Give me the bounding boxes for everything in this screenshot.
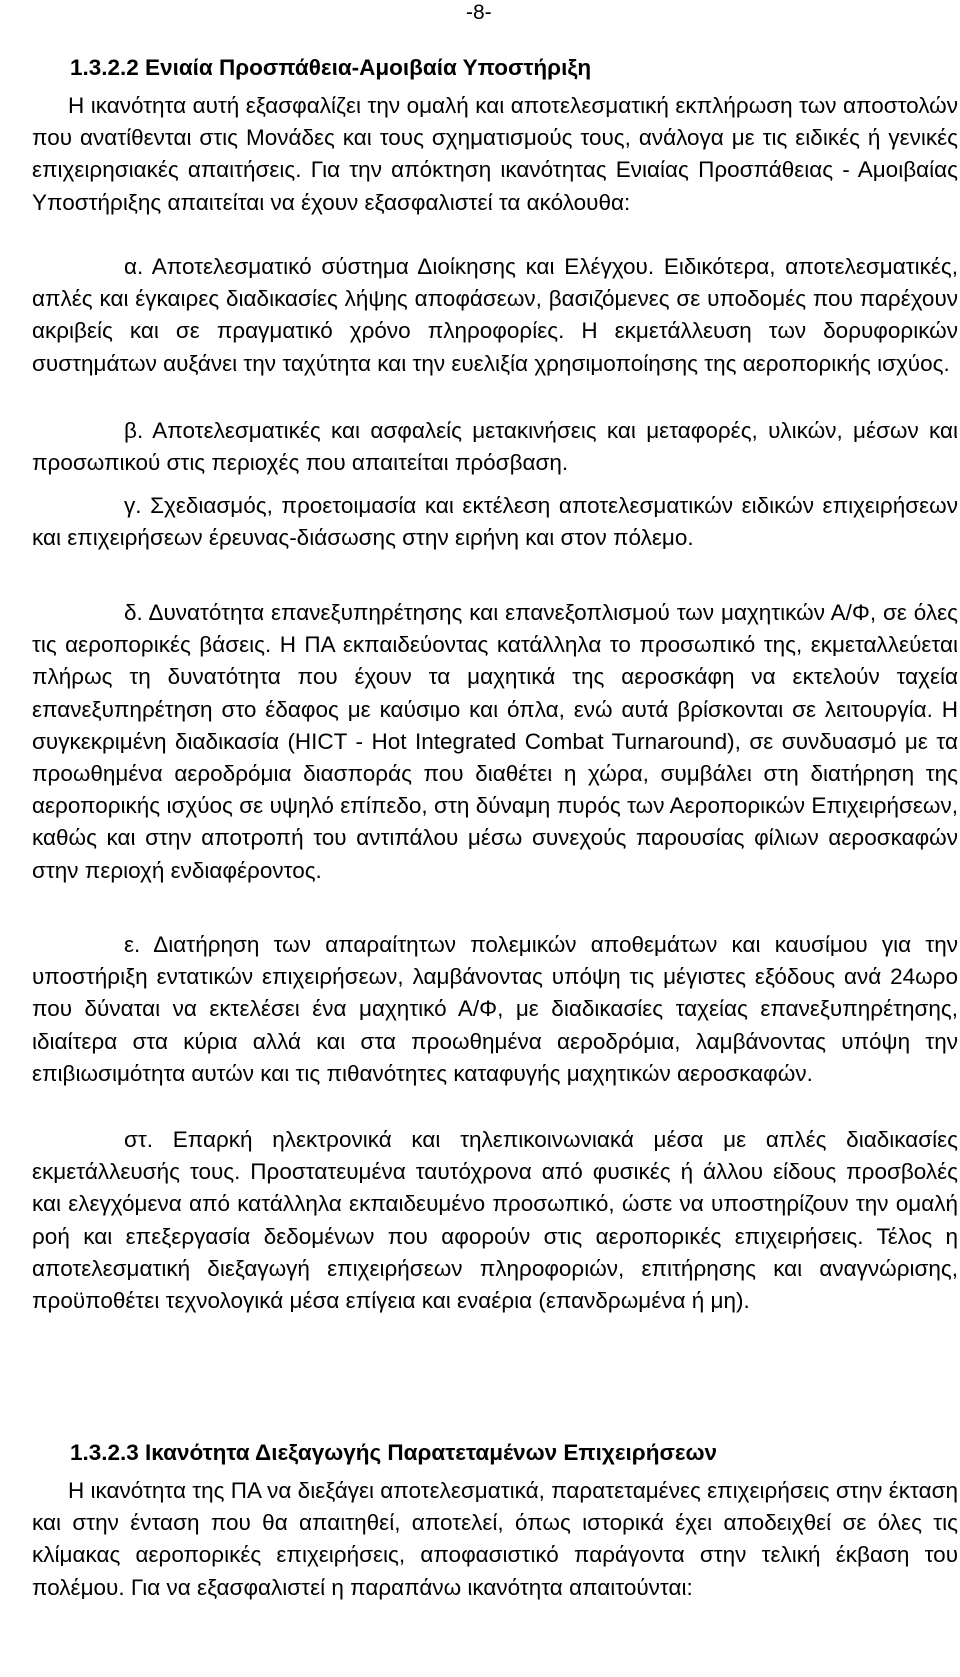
list-item-beta xyxy=(32,415,958,479)
list-item-alpha xyxy=(32,251,958,380)
list-item-stigma xyxy=(32,1124,958,1317)
list-item-text: Αποτελεσματικές και ασφαλείς μετακινήσεις και μεταφορές, υλικών, μέσων και προσωπικού στις περιοχές που απαιτείται πρόσβαση. xyxy=(32,418,958,476)
section-paragraph xyxy=(32,1475,958,1604)
section-heading-1-3-2-2: 1.3.2.2 Ενιαία Προσπάθεια-Αμοιβαία Υποστήριξη xyxy=(70,55,592,80)
list-item-epsilon xyxy=(32,929,958,1090)
list-marker: ε. xyxy=(124,932,141,957)
section-paragraph-text: Η ικανότητα της ΠΑ να διεξάγει αποτελεσματικά, παρατεταμένες επιχειρήσεις στην έκταση και στην ένταση που θα απαιτηθεί, αποτελεί, όπως ιστορικά έχει αποδειχθεί σε όλες τις κλίμακας αεροπορικές επιχειρήσεις, αποφασιστικό παράγοντα στην τελική έκβαση του πολέμου. Για να εξασφαλιστεί η παραπάνω ικανότητα απαιτούνται: xyxy=(32,1478,958,1600)
list-marker: α. xyxy=(124,254,144,279)
list-marker: γ. xyxy=(124,493,142,518)
list-marker: στ. xyxy=(124,1127,154,1152)
list-item-delta xyxy=(32,597,958,887)
intro-paragraph xyxy=(32,90,958,219)
list-item-text: Διατήρηση των απαραίτητων πολεμικών αποθεμάτων και καυσίμου για την υποστήριξη εντατικών επιχειρήσεων, λαμβάνοντας υπόψη τις μέγιστες εξόδους ανά 24ωρο που δύναται να εκτελέσει ένα μαχητικό Α/Φ, με διαδικασίες ταχείας επανεξυπηρέτησης, ιδιαίτερα στα κύρια αλλά και στα προωθημένα αεροδρόμια, λαμβάνοντας υπόψη την επιβιωσιμότητα αυτών και τις πιθανότητες καταφυγής μαχητικών αεροσκαφών. xyxy=(32,932,958,1086)
page-number: -8- xyxy=(466,1,492,24)
list-item-text: Δυνατότητα επανεξυπηρέτησης και επανεξοπλισμού των μαχητικών Α/Φ, σε όλες τις αεροπορικές βάσεις. Η ΠΑ εκπαιδεύοντας κατάλληλα το προσωπικό της, εκμεταλλεύεται πλήρως τη δυνατότητα που έχουν τα μαχητικά της αεροσκάφη να εκτελούν ταχεία επανεξυπηρέτηση στο έδαφος με καύσιμο και όπλα, ενώ αυτά βρίσκονται σε λειτουργία. Η συγκεκριμένη διαδικασία (HICT - Hot Integrated Combat Turnaround), σε συνδυασμό με τα προωθημένα αεροδρόμια διασποράς που διαθέτει η χώρα, συμβάλει στη διατήρηση της αεροπορικής ισχύος σε υψηλό επίπεδο, στη δύναμη πυρός των Αεροπορικών Επιχειρήσεων, καθώς και στην αποτροπή του αντιπάλου μέσω συνεχούς παρουσίας φίλιων αεροσκαφών στην περιοχή ενδιαφέροντος. xyxy=(32,600,958,883)
list-item-text: Αποτελεσματικό σύστημα Διοίκησης και Ελέγχου. Ειδικότερα, αποτελεσματικές, απλές και έγκαιρες διαδικασίες λήψης αποφάσεων, βασιζόμενες σε υποδομές που παρέχουν ακριβείς και σε πραγματικό χρόνο πληροφορίες. Η εκμετάλλευση των δορυφορικών συστημάτων αυξάνει την ταχύτητα και την ευελιξία χρησιμοποίησης της αεροπορικής ισχύος. xyxy=(32,254,958,376)
list-item-text: Σχεδιασμός, προετοιμασία και εκτέλεση αποτελεσματικών ειδικών επιχειρήσεων και επιχειρήσεων έρευνας-διάσωσης στην ειρήνη και στον πόλεμο. xyxy=(32,493,958,551)
section-heading-1-3-2-3: 1.3.2.3 Ικανότητα Διεξαγωγής Παρατεταμένων Επιχειρήσεων xyxy=(70,1440,718,1465)
list-item-text: Επαρκή ηλεκτρονικά και τηλεπικοινωνιακά μέσα με απλές διαδικασίες εκμετάλλευσής τους. Προστατευμένα ταυτόχρονα από φυσικές ή άλλου είδους προσβολές και ελεγχόμενα από κατάλληλα εκπαιδευμένο προσωπικό, ώστε να υποστηρίζουν την ομαλή ροή και επεξεργασία δεδομένων που αφορούν στις αεροπορικές επιχειρήσεις. Τέλος η αποτελεσματική διεξαγωγή επιχειρήσεων πληροφοριών, επιτήρησης και αναγνώρισης, προϋποθέτει τεχνολογικά μέσα επίγεια και εναέρια (επανδρωμένα ή μη). xyxy=(32,1127,958,1314)
list-marker: δ. xyxy=(124,600,143,625)
list-item-gamma xyxy=(32,490,958,554)
intro-text: Η ικανότητα αυτή εξασφαλίζει την ομαλή και αποτελεσματική εκπλήρωση των αποστολών που ανατίθενται στις Μονάδες και τους σχηματισμούς τους, ανάλογα με τις ειδικές ή γενικές επιχειρησιακές απαιτήσεις. Για την απόκτηση ικανότητας Ενιαίας Προσπάθειας - Αμοιβαίας Υποστήριξης απαιτείται να έχουν εξασφαλιστεί τα ακόλουθα: xyxy=(32,93,958,215)
list-marker: β. xyxy=(124,418,144,443)
